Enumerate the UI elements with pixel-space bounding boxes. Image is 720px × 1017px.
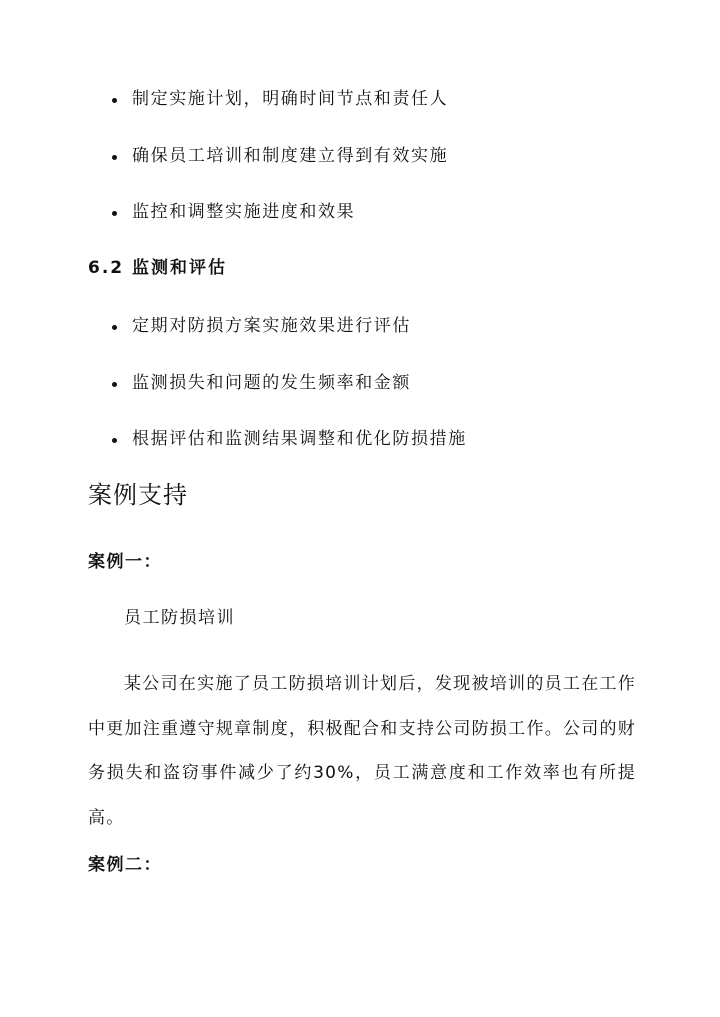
implementation-bullet-list [88,87,448,257]
list-item [88,427,467,484]
bullet-icon [112,325,117,330]
list-item-text: 监测损失和问题的发生频率和金额 [132,372,411,393]
bullet-icon [112,211,117,216]
list-item-text: 根据评估和监测结果调整和优化防损措施 [132,429,467,449]
case-one-body: 某公司在实施了员工防损培训计划后，发现被培训的员工在工作中更加注重遵守规章制度，积极配合和支持公司防损工作。公司的财务损失和盗窃事件减少了约30%，员工满意度和工作效率也有所提高。 [88,674,636,828]
list-item [88,371,467,428]
monitoring-bullet-list [88,314,467,484]
section-6-2-heading: 6.2 监测和评估 [88,258,228,278]
list-item-text: 定期对防损方案实施效果进行评估 [132,316,411,336]
bullet-icon [112,438,117,443]
list-item [88,87,448,144]
list-item-text: 监控和调整实施进度和效果 [132,202,356,222]
list-item [88,314,467,371]
case-two-heading: 案例二： [88,855,162,875]
case-one-heading: 案例一： [88,552,162,572]
list-item [88,144,448,201]
list-item-text: 确保员工培训和制度建立得到有效实施 [132,145,449,166]
bullet-icon [112,382,117,387]
list-item [88,200,448,257]
case-one-subtitle: 员工防损培训 [124,608,235,628]
bullet-icon [112,98,117,103]
bullet-icon [112,155,117,160]
list-item-text: 制定实施计划，明确时间节点和责任人 [132,89,449,109]
case-support-title: 案例支持 [88,481,188,509]
